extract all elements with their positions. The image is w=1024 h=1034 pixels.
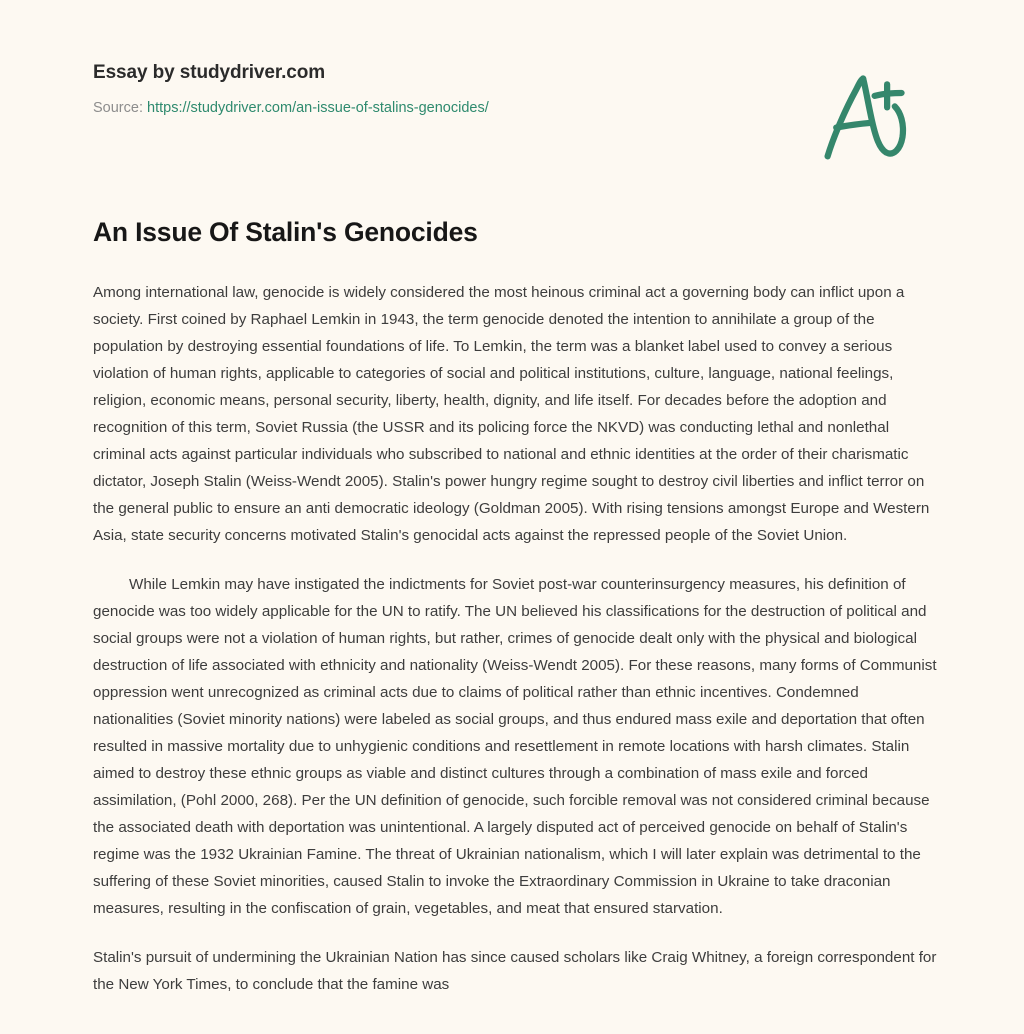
essay-body — [93, 249, 938, 998]
source-label: Source: — [93, 99, 143, 116]
paragraph: Among international law, genocide is widely considered the most heinous criminal act a governing body can inflict upon a society. First coined by Raphael Lemkin in 1943, the term genocide denoted the intention to annihilate a group of the population by destroying essential foundations of life. To Lemkin, the term was a blanket label used to convey a serious violation of human rights, applicable to categories of social and political institutions, culture, language, national feelings, religion, economic means, personal security, liberty, health, dignity, and life itself. For decades before the adoption and recognition of this term, Soviet Russia (the USSR and its policing force the NKVD) was conducting lethal and nonlethal criminal acts against particular individuals who subscribed to national and ethnic identities at the order of their charismatic dictator, Joseph Stalin (Weiss-Wendt 2005). Stalin's power hungry regime sought to destroy civil liberties and inflict terror on the general public to ensure an anti democratic ideology (Goldman 2005). With rising tensions amongst Europe and Western Asia, state security concerns motivated Stalin's genocidal acts against the repressed people of the Soviet Union. — [93, 283, 930, 544]
essay-byline: Essay by studydriver.com — [93, 62, 326, 83]
page-title: An Issue Of Stalin's Genocides — [93, 216, 478, 247]
paragraph: Stalin's pursuit of undermining the Ukrainian Nation has since caused scholars like Craig Whitney, a foreign correspondent for the New York Times, to conclude that the famine was — [93, 948, 937, 993]
document-header — [93, 0, 931, 118]
paragraph: While Lemkin may have instigated the indictments for Soviet post-war counterinsurgency measures, his definition of genocide was too widely applicable for the UN to ratify. The UN believed his classifications for the destruction of political and social groups were not a violation of human rights, but rather, crimes of genocide dealt only with the physical and biological destruction of life associated with ethnicity and nationality (Weiss-Wendt 2005). For these reasons, many forms of Communist oppression went unrecognized as criminal acts due to claims of political rather than ethnic incentives. Condemned nationalities (Soviet minority nations) were labeled as social groups, and thus endured mass exile and deportation that often resulted in massive mortality due to unhygienic conditions and resettlement in remote locations with harsh climates. Stalin aimed to destroy these ethnic groups as viable and distinct cultures through a combination of mass exile and forced assimilation, (Pohl 2000, 268). Per the UN definition of genocide, such forcible removal was not considered criminal because the associated death with deportation was unintentional. A largely disputed act of perceived genocide on behalf of Stalin's regime was the 1932 Ukrainian Famine. The threat of Ukrainian nationalism, which I will later explain was detrimental to the suffering of these Soviet minorities, caused Stalin to invoke the Extraordinary Commission in Ukraine to take draconian measures, resulting in the confiscation of grain, vegetables, and meat that ensured starvation. — [93, 575, 937, 917]
source-line — [93, 99, 931, 118]
source-url-link[interactable]: https://studydriver.com/an-issue-of-stalins-genocides/ — [147, 99, 489, 116]
a-plus-logo — [818, 68, 914, 164]
